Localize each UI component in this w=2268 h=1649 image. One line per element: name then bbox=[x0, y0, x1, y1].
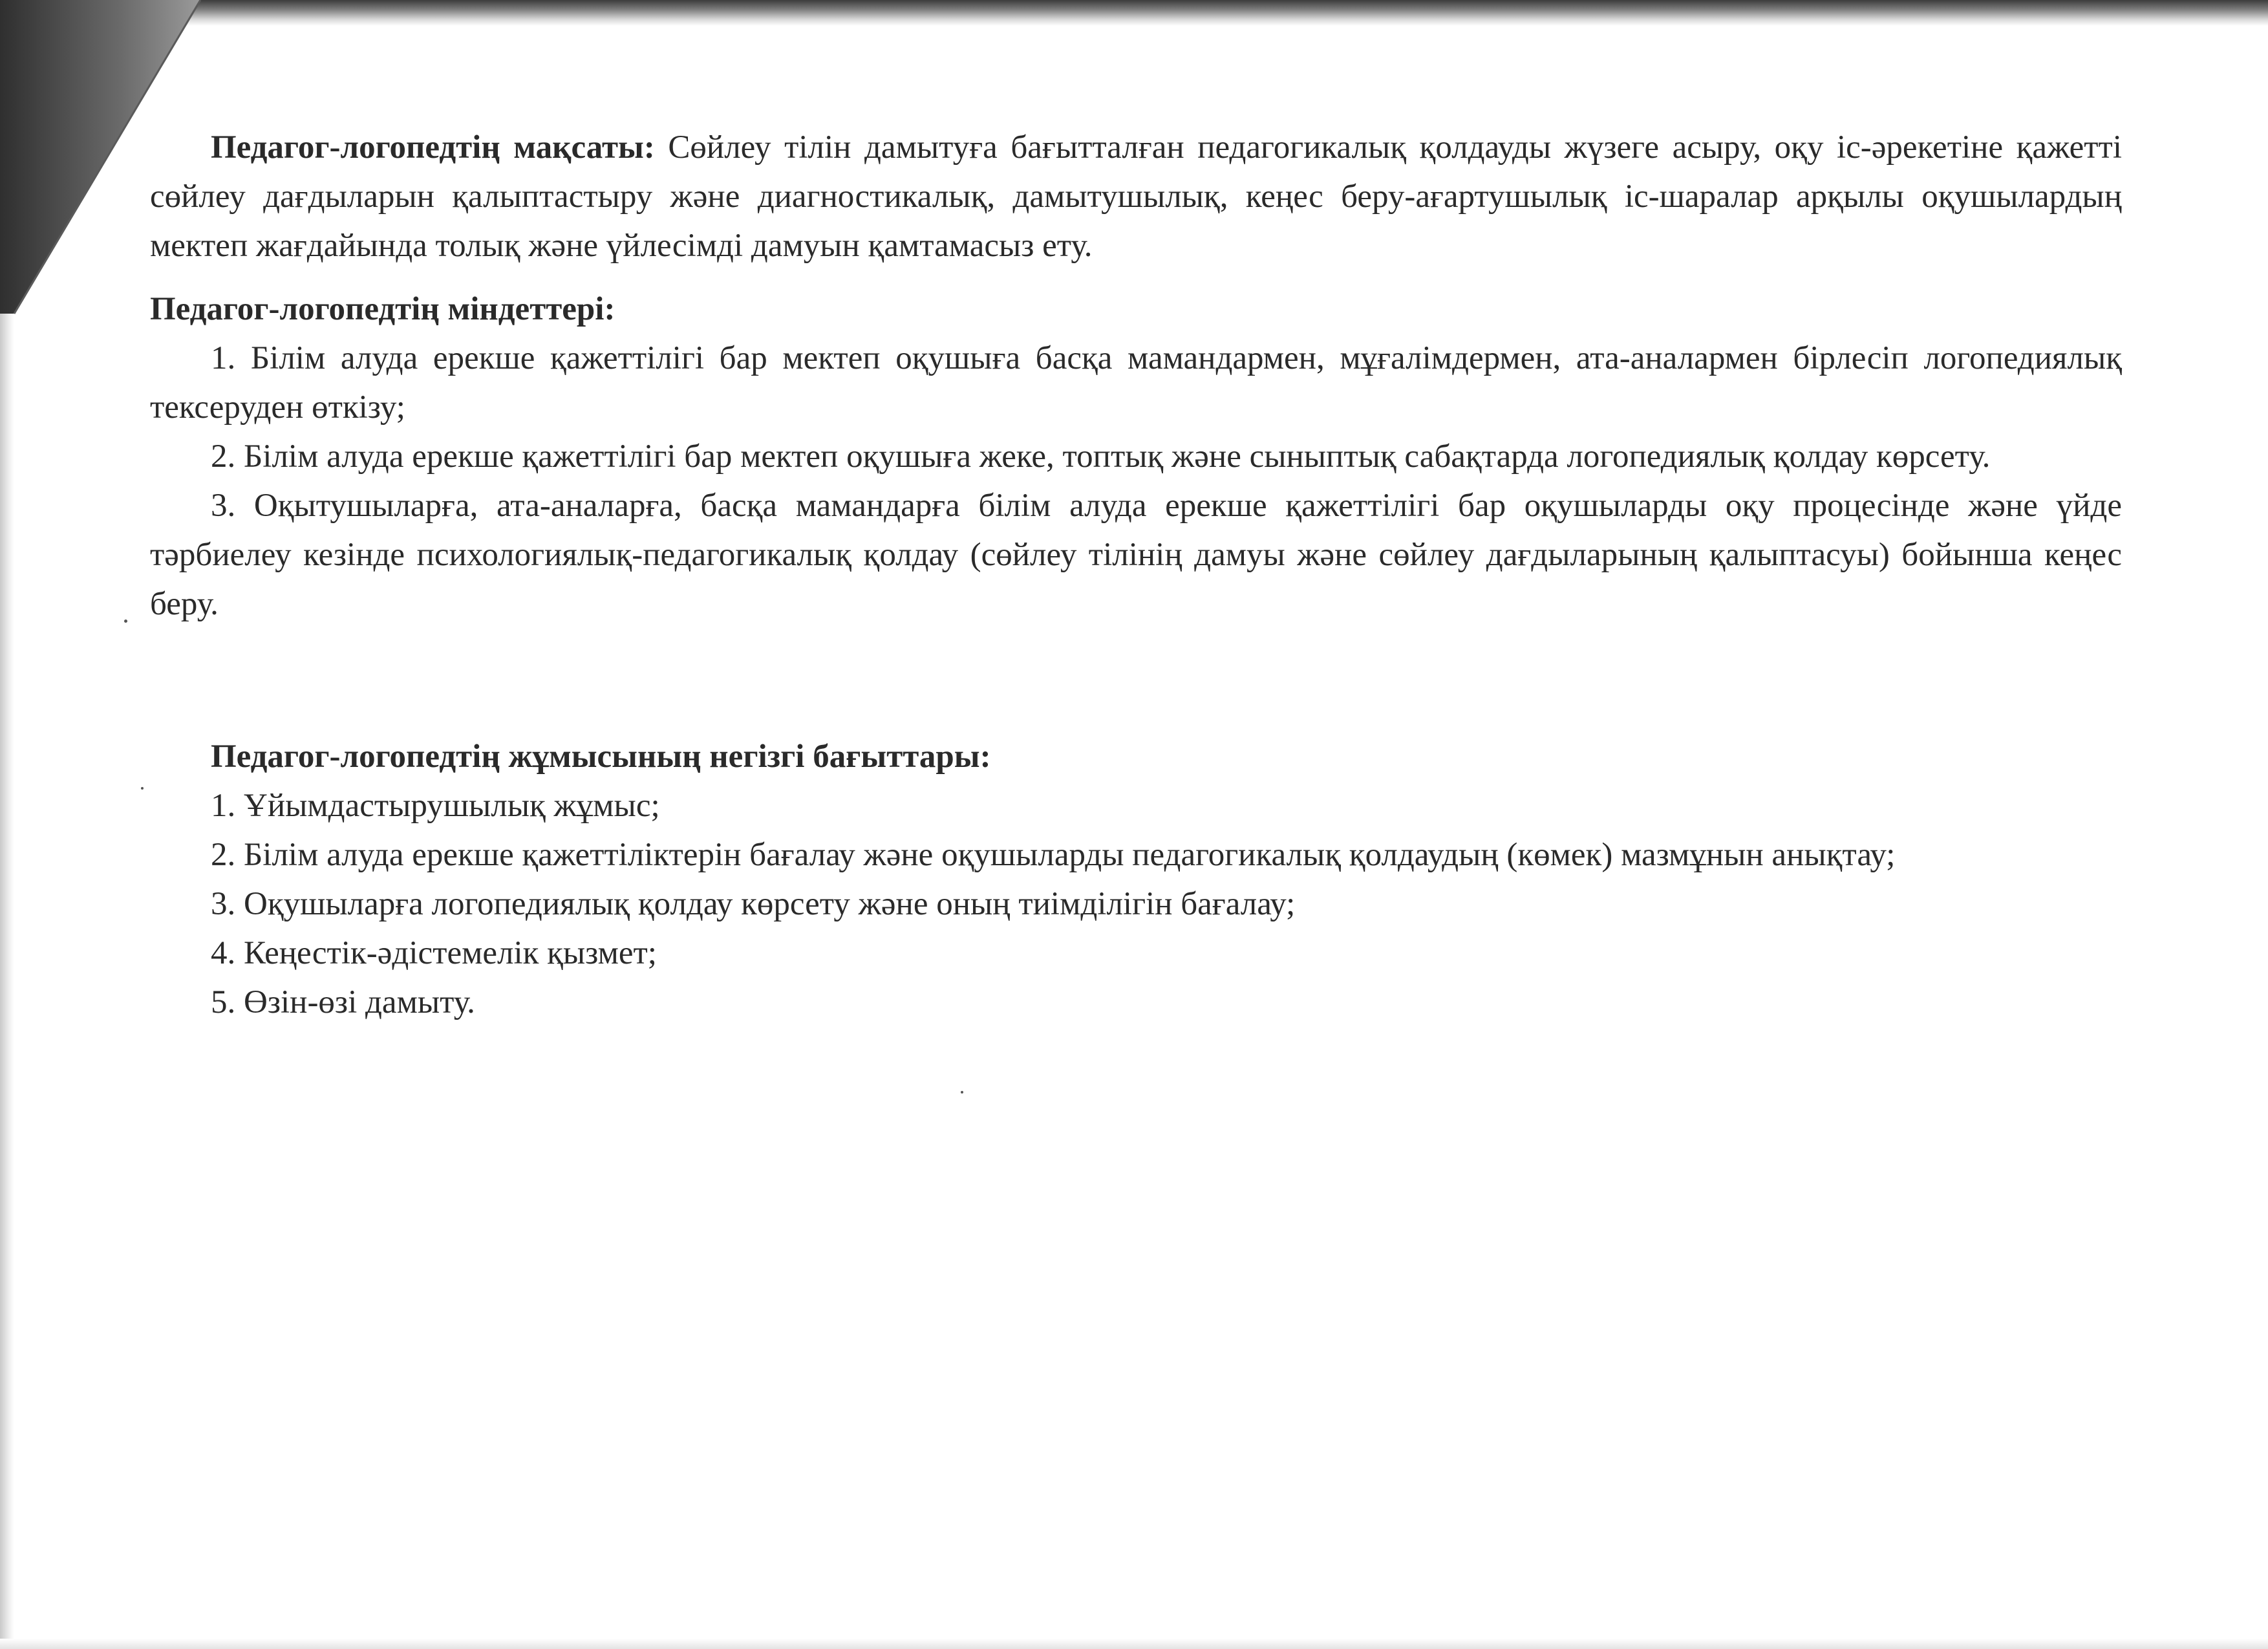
direction-item-3: 3. Оқушыларға логопедиялық қолдау көрсету және оның тиімділігін бағалау; bbox=[211, 886, 1296, 922]
goal-text: Сөйлеу тілін дамытуға бағытталған педагогикалық қолдауды жүзеге асыру, оқу іс-әрекетіне қажетті сөйлеу дағдыларын қалыптастыру және диагностикалық, дамытушылық, кеңес беру-ағартушылық іс-шаралар арқылы оқушылардың мектеп жағдайында толық және үйлесімді дамуын қамтамасыз ету. bbox=[150, 129, 2122, 264]
direction-item-4: 4. Кеңестік-әдістемелік қызмет; bbox=[211, 935, 657, 971]
scan-bottom-edge-shadow bbox=[0, 1639, 2268, 1649]
scan-speck bbox=[124, 620, 127, 623]
direction-item-2: 2. Білім алуда ерекше қажеттіліктерін бағалау және оқушыларды педагогикалық қолдаудың (көмек) мазмұнын анықтау; bbox=[211, 837, 1896, 873]
task-item-1: 1. Білім алуда ерекше қажеттілігі бар мектеп оқушыға басқа мамандармен, мұғалімдермен, ата-аналармен бірлесіп логопедиялық тексеруден өткізу; bbox=[150, 340, 2122, 426]
directions-heading: Педагог-логопедтің жұмысының негізгі бағыттары: bbox=[211, 738, 991, 775]
task-item-3: 3. Оқытушыларға, ата-аналарға, басқа мамандарға білім алуда ерекше қажеттілігі бар оқушыларды оқу процесінде және үйде тәрбиелеу кезінде психологиялық-педагогикалық қолдау (сөйлеу тілінің дамуы және сөйлеу дағдыларының қалыптасуы) бойынша кеңес беру. bbox=[150, 488, 2122, 622]
goal-paragraph bbox=[150, 123, 2122, 270]
document-body bbox=[150, 123, 2122, 1027]
scan-top-edge-shadow bbox=[0, 0, 2268, 26]
tasks-heading: Педагог-логопедтің міндеттері: bbox=[150, 291, 615, 327]
scan-speck bbox=[141, 787, 144, 790]
direction-item-1: 1. Ұйымдастырушылық жұмыс; bbox=[211, 788, 660, 824]
goal-heading: Педагог-логопедтің мақсаты: bbox=[211, 129, 655, 166]
direction-item-5: 5. Өзін-өзі дамыту. bbox=[211, 984, 475, 1020]
scan-speck bbox=[961, 1091, 963, 1094]
task-item-2: 2. Білім алуда ерекше қажеттілігі бар мектеп оқушыға жеке, топтық және сыныптық сабақтарда логопедиялық қолдау көрсету. bbox=[211, 438, 1991, 475]
